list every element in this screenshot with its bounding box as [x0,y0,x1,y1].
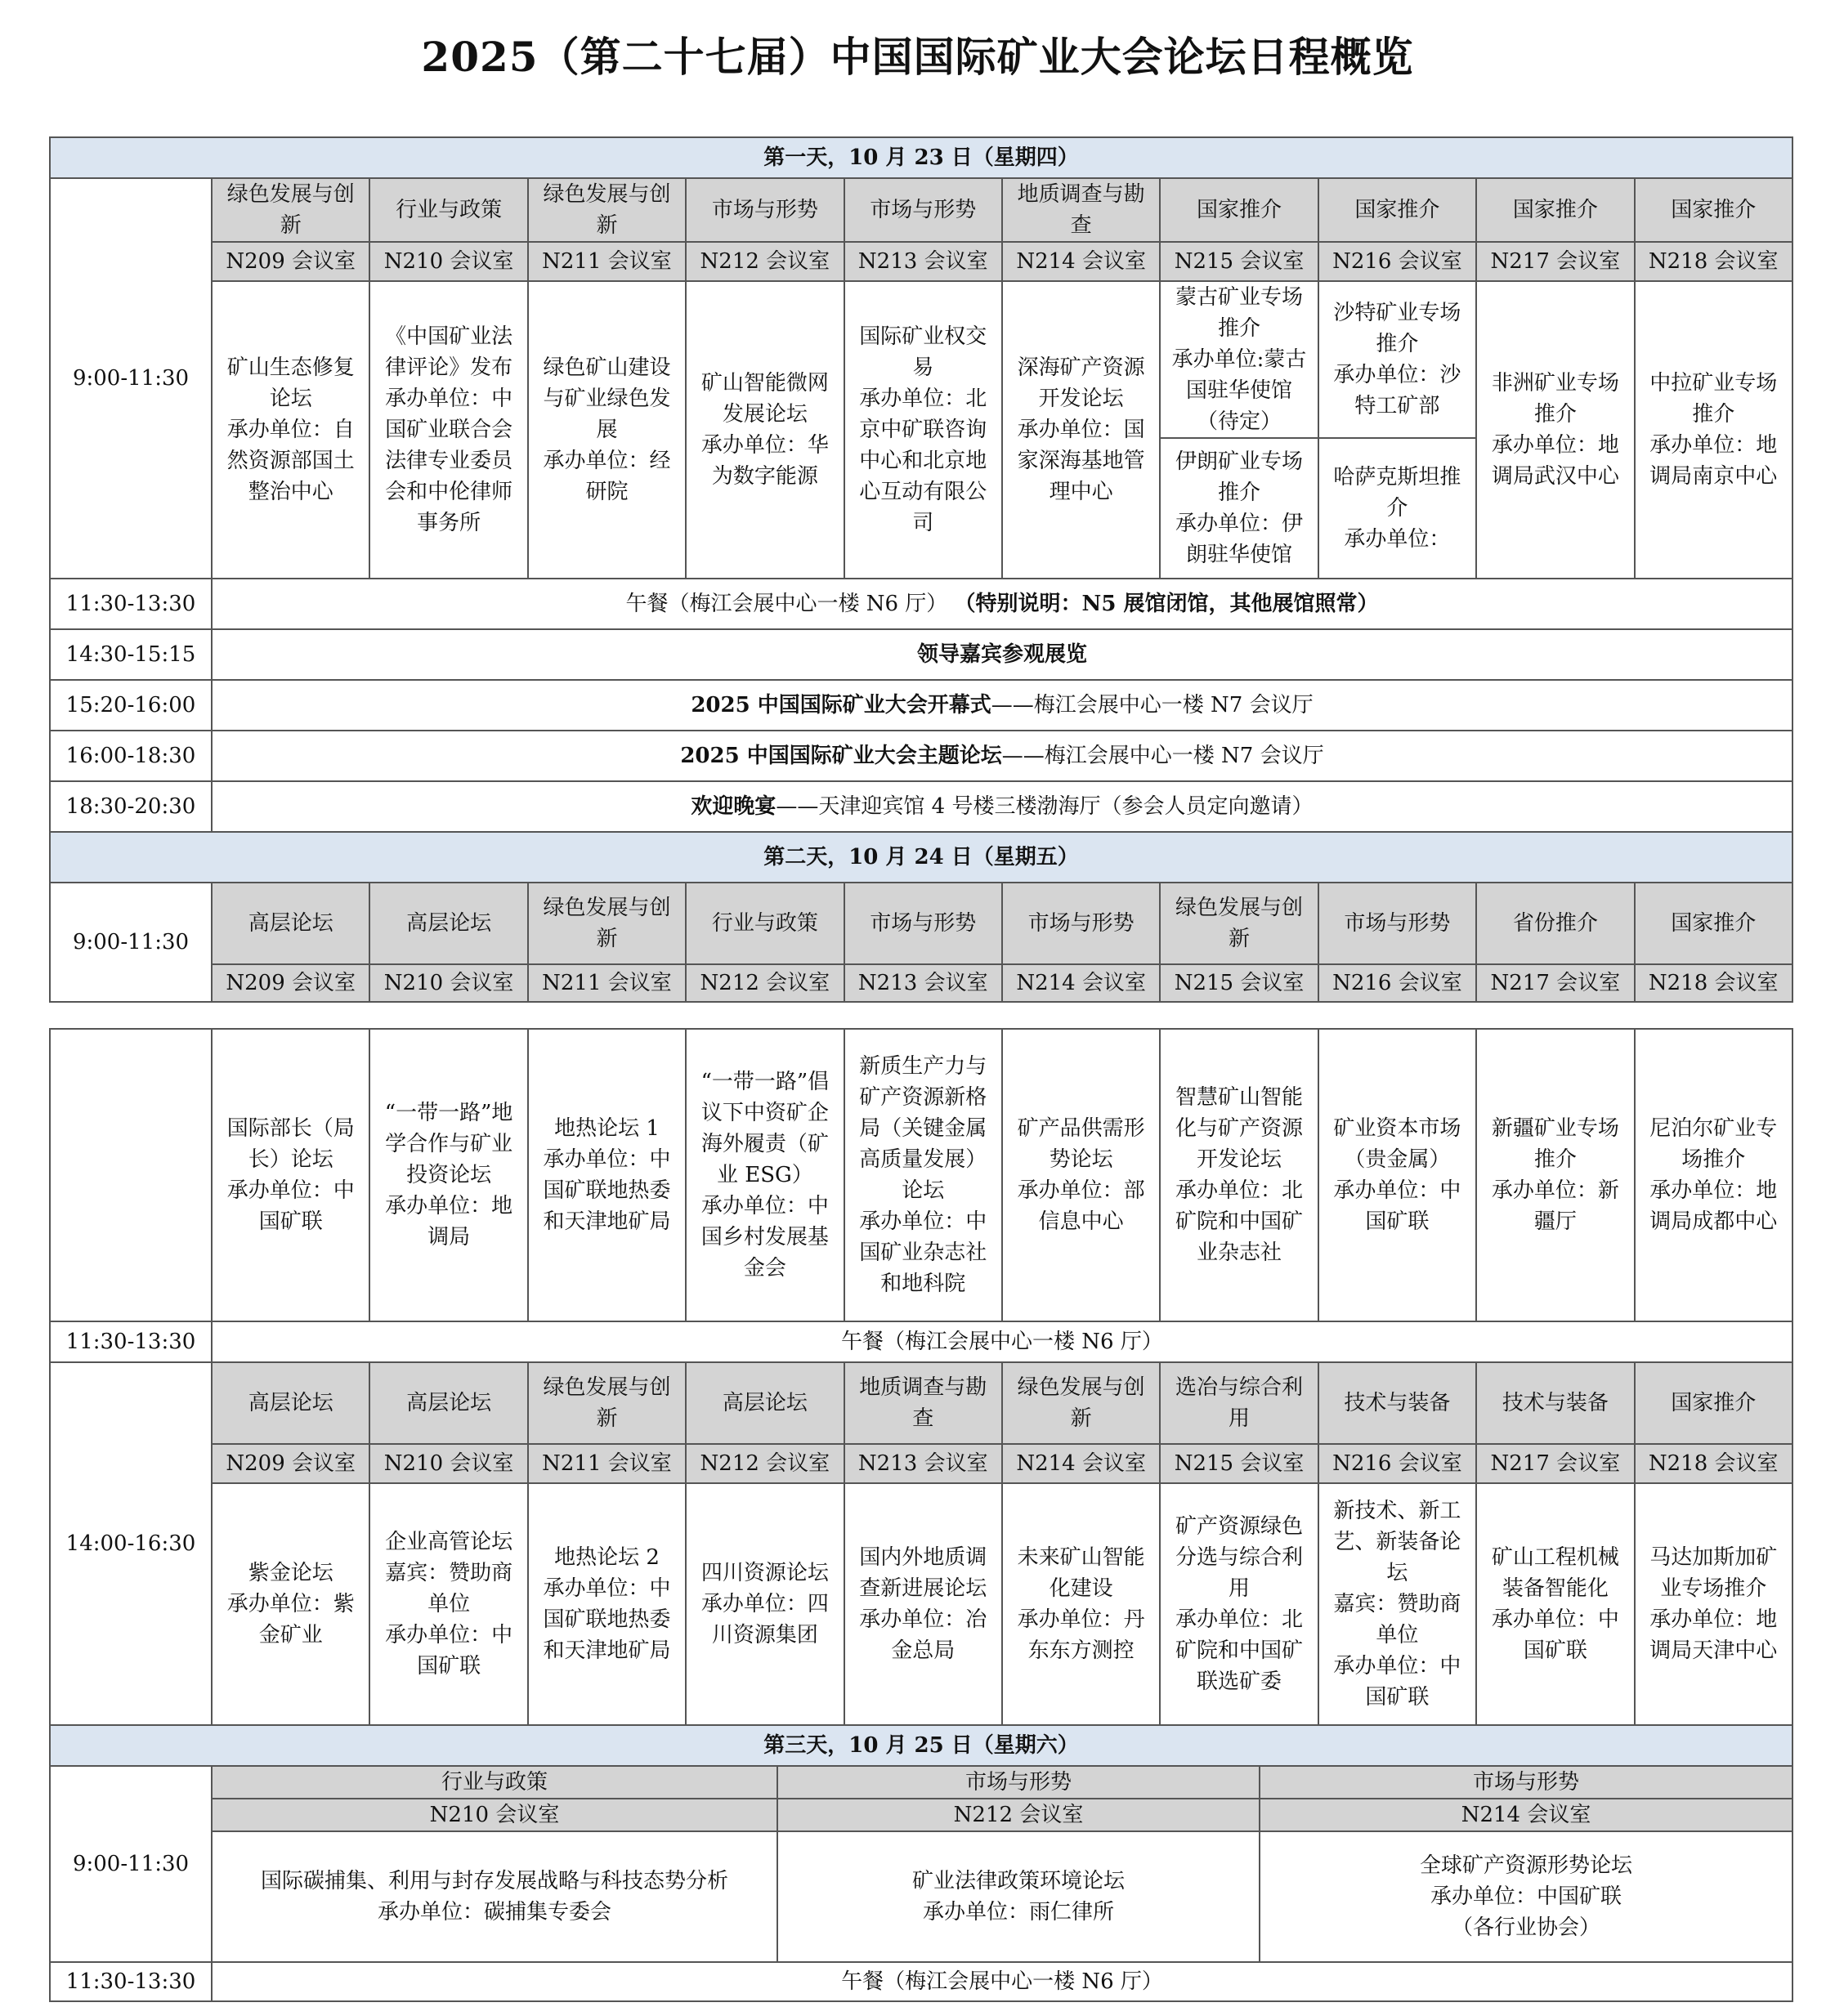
category-cell: 高层论坛 [686,1362,844,1444]
room-cell: N217 会议室 [1476,242,1634,281]
session-cell: 哈萨克斯坦推介 承办单位： [1318,438,1476,579]
session-cell: 国际碳捕集、利用与封存发展战略与科技态势分析 承办单位：碳捕集专委会 [212,1831,777,1962]
time-cell: 11:30-13:30 [50,1962,212,2001]
category-cell: 高层论坛 [369,1362,527,1444]
time-cell: 15:20-16:00 [50,680,212,731]
session-cell: 未来矿山智能化建设 承办单位：丹东东方测控 [1002,1483,1160,1725]
room-cell: N214 会议室 [1002,242,1160,281]
category-cell: 地质调查与勘查 [1002,178,1160,242]
session-cell: 矿山智能微网发展论坛 承办单位：华为数字能源 [686,281,844,579]
time-cell: 14:30-15:15 [50,629,212,680]
schedule-table-day1-day2-morning [49,136,1793,1003]
category-cell: 地质调查与勘查 [844,1362,1002,1444]
category-cell: 高层论坛 [212,883,369,964]
session-cell: 矿山生态修复论坛 承办单位：自然资源部国土整治中心 [212,281,369,579]
session-cell: 矿产资源绿色分选与综合利用 承办单位：北矿院和中国矿联选矿委 [1160,1483,1318,1725]
room-cell: N218 会议室 [1635,242,1792,281]
session-cell: 矿产品供需形势论坛 承办单位：部信息中心 [1002,1029,1160,1321]
room-cell: N216 会议室 [1318,1444,1476,1483]
time-cell: 16:00-18:30 [50,731,212,781]
category-cell: 绿色发展与创新 [1160,883,1318,964]
session-cell: 矿业法律政策环境论坛 承办单位：雨仁律所 [777,1831,1260,1962]
room-cell: N209 会议室 [212,964,369,1002]
room-cell: N217 会议室 [1476,1444,1634,1483]
room-cell: N218 会议室 [1635,964,1792,1002]
category-cell: 国家推介 [1635,883,1792,964]
room-cell: N211 会议室 [528,242,686,281]
category-cell: 高层论坛 [369,883,527,964]
category-cell: 市场与形势 [844,883,1002,964]
session-cell: “一带一路”倡议下中资矿企海外履责（矿业 ESG） 承办单位：中国乡村发展基金会 [686,1029,844,1321]
room-cell: N213 会议室 [844,1444,1002,1483]
room-cell: N210 会议室 [212,1799,777,1831]
room-cell: N215 会议室 [1160,242,1318,281]
session-cell: 新技术、新工艺、新装备论坛 嘉宾：赞助商单位 承办单位：中国矿联 [1318,1483,1476,1725]
category-cell: 技术与装备 [1318,1362,1476,1444]
visit-row: 领导嘉宾参观展览 [212,629,1792,680]
category-cell: 国家推介 [1160,178,1318,242]
session-cell: 非洲矿业专场推介 承办单位：地调局武汉中心 [1476,281,1634,579]
session-cell: 深海矿产资源开发论坛 承办单位：国家深海基地管理中心 [1002,281,1160,579]
room-cell: N212 会议室 [686,964,844,1002]
opening-row: 2025 中国国际矿业大会开幕式——梅江会展中心一楼 N7 会议厅 [212,680,1792,731]
room-cell: N217 会议室 [1476,964,1634,1002]
day2-afternoon-time: 14:00-16:30 [50,1362,212,1725]
room-cell: N210 会议室 [369,1444,527,1483]
session-cell: 国际矿业权交易 承办单位：北京中矿联咨询中心和北京地心互动有限公司 [844,281,1002,579]
session-cell: 《中国矿业法律评论》发布 承办单位：中国矿业联合会法律专业委员会和中伦律师事务所 [369,281,527,579]
category-cell: 选冶与综合利用 [1160,1362,1318,1444]
session-cell: 智慧矿山智能化与矿产资源开发论坛 承办单位：北矿院和中国矿业杂志社 [1160,1029,1318,1321]
category-cell: 市场与形势 [1002,883,1160,964]
session-cell: 四川资源论坛 承办单位：四川资源集团 [686,1483,844,1725]
session-cell: 全球矿产资源形势论坛 承办单位：中国矿联 （各行业协会） [1260,1831,1792,1962]
room-cell: N213 会议室 [844,964,1002,1002]
room-cell: N211 会议室 [528,1444,686,1483]
session-cell: 新质生产力与矿产资源新格局（关键金属高质量发展）论坛 承办单位：中国矿业杂志社和地科院 [844,1029,1002,1321]
category-cell: 市场与形势 [1318,883,1476,964]
room-cell: N214 会议室 [1002,964,1160,1002]
category-cell: 国家推介 [1318,178,1476,242]
day3-morning-time: 9:00-11:30 [50,1766,212,1962]
time-cell: 11:30-13:30 [50,579,212,629]
category-cell: 市场与形势 [1260,1766,1792,1799]
session-cell: 矿山工程机械装备智能化 承办单位：中国矿联 [1476,1483,1634,1725]
session-cell: 国内外地质调查新进展论坛 承办单位：冶金总局 [844,1483,1002,1725]
category-cell: 高层论坛 [212,1362,369,1444]
schedule-table-day3 [49,1724,1793,2002]
category-cell: 市场与形势 [844,178,1002,242]
room-cell: N210 会议室 [369,242,527,281]
room-cell: N214 会议室 [1260,1799,1792,1831]
category-cell: 行业与政策 [212,1766,777,1799]
category-cell: 行业与政策 [369,178,527,242]
session-cell: 地热论坛 2 承办单位：中国矿联地热委和天津地矿局 [528,1483,686,1725]
category-cell: 国家推介 [1635,1362,1792,1444]
main-forum-row: 2025 中国国际矿业大会主题论坛——梅江会展中心一楼 N7 会议厅 [212,731,1792,781]
category-cell: 绿色发展与创新 [528,178,686,242]
room-cell: N215 会议室 [1160,1444,1318,1483]
session-cell: 紫金论坛 承办单位：紫金矿业 [212,1483,369,1725]
room-cell: N209 会议室 [212,242,369,281]
day1-header: 第一天，10 月 23 日（星期四） [50,137,1792,178]
category-cell: 市场与形势 [686,178,844,242]
room-cell: N212 会议室 [686,1444,844,1483]
session-cell: 国际部长（局长）论坛 承办单位：中国矿联 [212,1029,369,1321]
day2-morning-time: 9:00-11:30 [50,883,212,1002]
time-cell [50,1029,212,1321]
room-cell: N216 会议室 [1318,242,1476,281]
day2-header: 第二天，10 月 24 日（星期五） [50,832,1792,883]
category-cell: 省份推介 [1476,883,1634,964]
category-cell: 市场与形势 [777,1766,1260,1799]
category-cell: 行业与政策 [686,883,844,964]
session-cell: 伊朗矿业专场推介 承办单位：伊朗驻华使馆 [1160,438,1318,579]
category-cell: 绿色发展与创新 [212,178,369,242]
session-cell: 沙特矿业专场推介 承办单位：沙特工矿部 [1318,281,1476,438]
lunch-row: 午餐（梅江会展中心一楼 N6 厅） [212,1962,1792,2001]
category-cell: 绿色发展与创新 [528,1362,686,1444]
session-cell: 尼泊尔矿业专场推介 承办单位：地调局成都中心 [1635,1029,1792,1321]
category-cell: 国家推介 [1635,178,1792,242]
time-cell: 18:30-20:30 [50,781,212,832]
room-cell: N212 会议室 [686,242,844,281]
room-cell: N211 会议室 [528,964,686,1002]
session-cell: 地热论坛 1 承办单位：中国矿联地热委和天津地矿局 [528,1029,686,1321]
time-cell: 11:30-13:30 [50,1321,212,1362]
lunch-row: 午餐（梅江会展中心一楼 N6 厅） [212,1321,1792,1362]
room-cell: N213 会议室 [844,242,1002,281]
room-cell: N218 会议室 [1635,1444,1792,1483]
room-cell: N214 会议室 [1002,1444,1160,1483]
session-cell: 马达加斯加矿业专场推介 承办单位：地调局天津中心 [1635,1483,1792,1725]
room-cell: N210 会议室 [369,964,527,1002]
session-cell: 蒙古矿业专场推介 承办单位:蒙古国驻华使馆（待定） [1160,281,1318,438]
schedule-table-day2-day3 [49,1028,1793,1726]
lunch-row: 午餐（梅江会展中心一楼 N6 厅） （特别说明：N5 展馆闭馆，其他展馆照常） [212,579,1792,629]
session-cell: 中拉矿业专场推介 承办单位：地调局南京中心 [1635,281,1792,579]
room-cell: N212 会议室 [777,1799,1260,1831]
category-cell: 绿色发展与创新 [528,883,686,964]
banquet-row: 欢迎晚宴——天津迎宾馆 4 号楼三楼渤海厅（参会人员定向邀请） [212,781,1792,832]
session-cell: “一带一路”地学合作与矿业投资论坛 承办单位：地调局 [369,1029,527,1321]
day3-header: 第三天，10 月 25 日（星期六） [50,1725,1792,1766]
room-cell: N209 会议室 [212,1444,369,1483]
session-cell: 绿色矿山建设与矿业绿色发展 承办单位：经研院 [528,281,686,579]
category-cell: 国家推介 [1476,178,1634,242]
session-cell: 新疆矿业专场推介 承办单位：新疆厅 [1476,1029,1634,1321]
room-cell: N216 会议室 [1318,964,1476,1002]
category-cell: 技术与装备 [1476,1362,1634,1444]
session-cell: 矿业资本市场（贵金属） 承办单位：中国矿联 [1318,1029,1476,1321]
room-cell: N215 会议室 [1160,964,1318,1002]
session-cell: 企业高管论坛 嘉宾：赞助商单位 承办单位：中国矿联 [369,1483,527,1725]
category-cell: 绿色发展与创新 [1002,1362,1160,1444]
page-title: 2025（第二十七届）中国国际矿业大会论坛日程概览 [421,33,1414,81]
day1-morning-time: 9:00-11:30 [50,178,212,579]
